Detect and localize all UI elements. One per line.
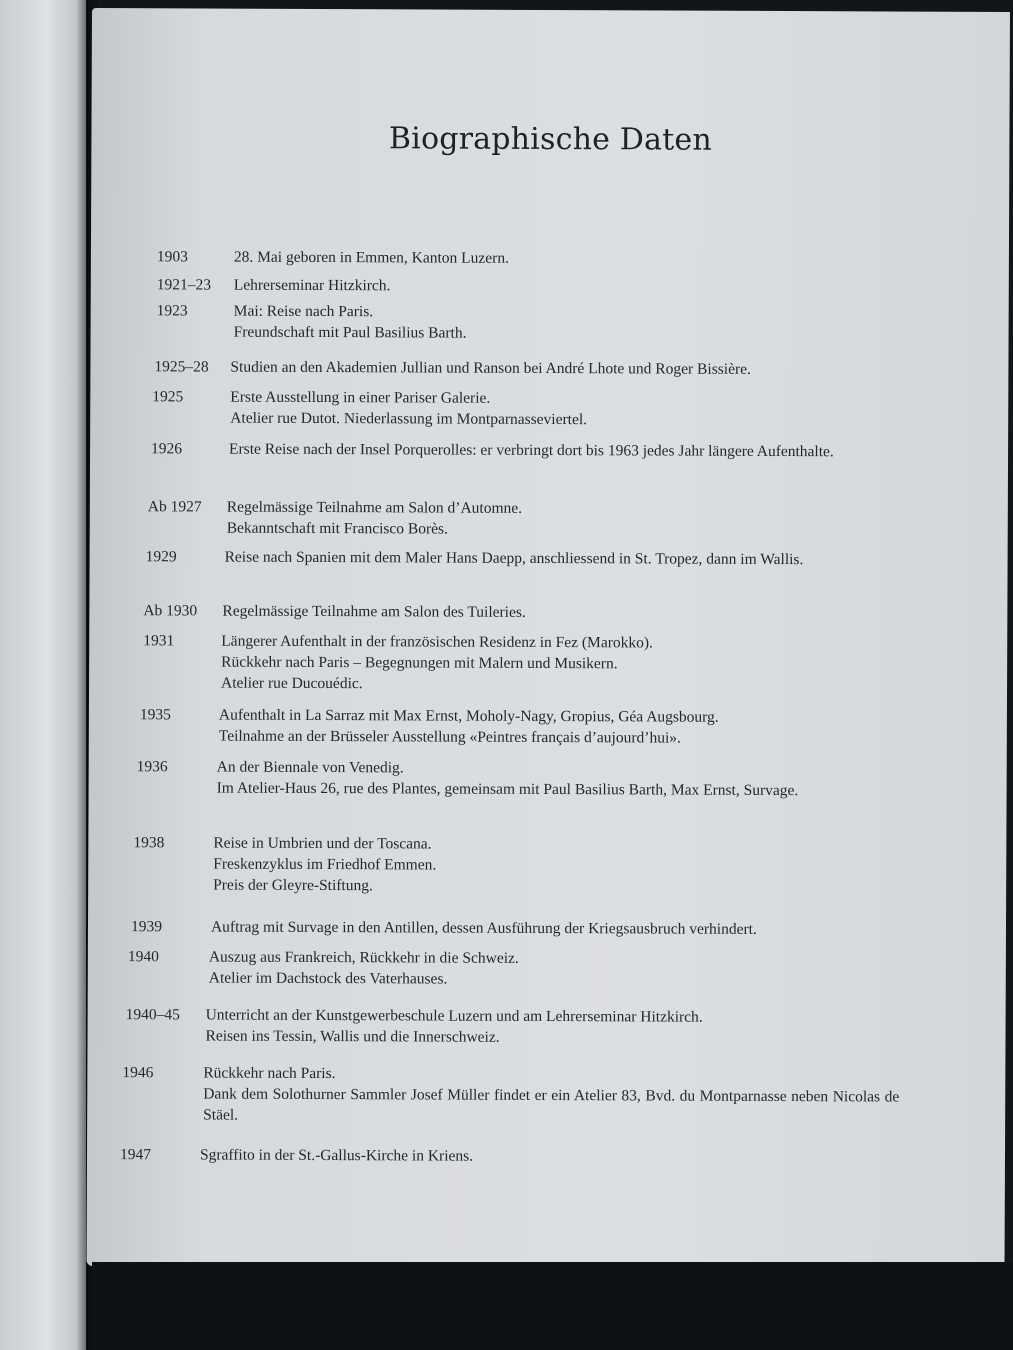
entry-line: Erste Reise nach der Insel Porquerolles: er verbringt dort bis 1963 jedes Jahr längere Aufenthalte. xyxy=(229,440,834,461)
entry-line: Studien an den Akademien Jullian und Ranson bei André Lhote und Roger Bissière. xyxy=(230,358,751,378)
entry-text xyxy=(219,705,879,750)
timeline-entry xyxy=(151,438,895,461)
entry-year: 1940–45 xyxy=(125,1006,180,1024)
entry-line: Unterricht an der Kunstgewerbeschule Luzern und am Lehrerseminar Hitzkirch. xyxy=(205,1006,703,1026)
entry-text xyxy=(217,757,897,802)
entry-year: 1929 xyxy=(145,548,177,566)
entry-line: Freskenzyklus im Friedhof Emmen. xyxy=(213,855,437,874)
entry-year: 1903 xyxy=(156,248,188,266)
background-surface xyxy=(92,1262,1013,1350)
entry-text xyxy=(227,497,727,541)
timeline-entry xyxy=(145,546,896,569)
entry-year: 1925 xyxy=(152,388,184,406)
book-page xyxy=(87,8,1010,1270)
entry-text xyxy=(234,301,694,345)
entry-year: 1938 xyxy=(133,834,165,852)
timeline-entry xyxy=(122,1062,900,1124)
timeline-entry xyxy=(156,274,694,295)
entry-line: Rückkehr nach Paris. xyxy=(203,1064,336,1083)
entry-line: Rückkehr nach Paris – Begegnungen mit Malern und Musikern. xyxy=(221,653,618,673)
entry-text xyxy=(213,833,713,898)
timeline-entry xyxy=(133,832,713,895)
entry-line: Mai: Reise nach Paris. xyxy=(233,302,374,321)
entry-line: Reise in Umbrien und der Toscana. xyxy=(213,834,432,853)
entry-year: 1921–23 xyxy=(156,276,212,294)
entry-text xyxy=(230,357,890,381)
entry-text xyxy=(234,247,694,270)
entry-line: Regelmässige Teilnahme am Salon des Tuileries. xyxy=(222,602,526,621)
entry-line: Im Atelier-Haus 26, rue des Plantes, gemeinsam mit Paul Basilius Barth, Max Ernst, Survage. xyxy=(216,779,799,800)
entry-line: Erste Ausstellung in einer Pariser Galerie. xyxy=(230,388,491,407)
timeline-entries xyxy=(87,8,1010,1270)
entry-year: 1936 xyxy=(136,758,168,776)
entry-text xyxy=(211,917,891,941)
entry-year: 1946 xyxy=(122,1064,154,1082)
entry-line: Längerer Aufenthalt in der französischen Residenz in Fez (Marokko). xyxy=(221,632,653,652)
entry-text xyxy=(209,947,709,991)
entry-line: Reise nach Spanien mit dem Maler Hans Daepp, anschliessend in St. Tropez, dann im Wallis. xyxy=(224,548,804,569)
entry-year: 1923 xyxy=(156,302,188,320)
entry-year: 1926 xyxy=(151,440,183,458)
entry-text xyxy=(205,1005,845,1050)
entry-line: Atelier rue Ducouédic. xyxy=(221,674,363,693)
entry-year: 1925–28 xyxy=(154,358,209,376)
entry-text xyxy=(221,631,861,697)
entry-line: Lehrerseminar Hitzkirch. xyxy=(233,276,391,295)
timeline-entry xyxy=(125,1004,846,1046)
timeline-entry xyxy=(156,300,694,342)
timeline-entry xyxy=(152,386,890,429)
entry-line: Preis der Gleyre-Stiftung. xyxy=(213,876,373,895)
entry-line: 28. Mai geboren in Emmen, Kanton Luzern. xyxy=(233,248,510,267)
timeline-entry xyxy=(143,630,861,693)
left-page-edge xyxy=(0,0,86,1350)
entry-line: Freundschaft mit Paul Basilius Barth. xyxy=(233,323,467,342)
entry-text xyxy=(203,1062,899,1128)
entry-line: Atelier im Dachstock des Vaterhauses. xyxy=(208,969,448,988)
timeline-entry xyxy=(127,946,709,988)
entry-line: An der Biennale von Venedig. xyxy=(216,758,404,777)
entry-year: 1940 xyxy=(127,948,159,966)
entry-year: 1935 xyxy=(139,706,171,724)
timeline-entry xyxy=(139,704,879,747)
entry-line: Bekanntschaft mit Francisco Borès. xyxy=(226,519,449,538)
entry-line: Auftrag mit Survage in den Antillen, dessen Ausführung der Kriegsausbruch verhindert. xyxy=(210,918,757,938)
entry-text xyxy=(234,275,694,298)
entry-line: Regelmässige Teilnahme am Salon d’Automne. xyxy=(226,498,523,517)
timeline-entry xyxy=(156,246,694,267)
timeline-entry xyxy=(143,600,722,621)
entry-line: Sgraffito in der St.-Gallus-Kirche in Kriens. xyxy=(199,1146,474,1165)
entry-text xyxy=(225,547,896,571)
entry-year: Ab 1927 xyxy=(147,498,202,516)
timeline-entry xyxy=(119,1144,700,1165)
timeline-entry xyxy=(130,916,891,938)
entry-text xyxy=(222,601,722,624)
entry-year: 1939 xyxy=(130,918,163,936)
entry-year: 1947 xyxy=(119,1146,152,1164)
entry-text xyxy=(230,387,890,432)
entry-text xyxy=(200,1144,700,1167)
entry-line: Dank dem Solothurner Sammler Josef Müller findet er ein Atelier 83, Bvd. du Montparnasse neben Nicolas de Stäel. xyxy=(203,1085,900,1124)
entry-line: Teilnahme an der Brüsseler Ausstellung «Peintres français d’aujourd’hui». xyxy=(218,727,681,747)
entry-line: Aufenthalt in La Sarraz mit Max Ernst, Moholy-Nagy, Gropius, Géa Augsbourg. xyxy=(218,706,719,726)
timeline-entry xyxy=(154,356,890,378)
page-title: Biographische Daten xyxy=(388,121,712,158)
timeline-entry xyxy=(147,496,727,538)
entry-line: Atelier rue Dutot. Niederlassung im Montparnasseviertel. xyxy=(230,409,588,429)
entry-year: Ab 1930 xyxy=(143,602,198,620)
timeline-entry xyxy=(136,756,897,800)
entry-line: Reisen ins Tessin, Wallis und die Innerschweiz. xyxy=(205,1027,500,1046)
entry-line: Auszug aus Frankreich, Rückkehr in die Schweiz. xyxy=(208,948,519,967)
entry-year: 1931 xyxy=(143,632,175,650)
entry-text xyxy=(229,439,895,463)
